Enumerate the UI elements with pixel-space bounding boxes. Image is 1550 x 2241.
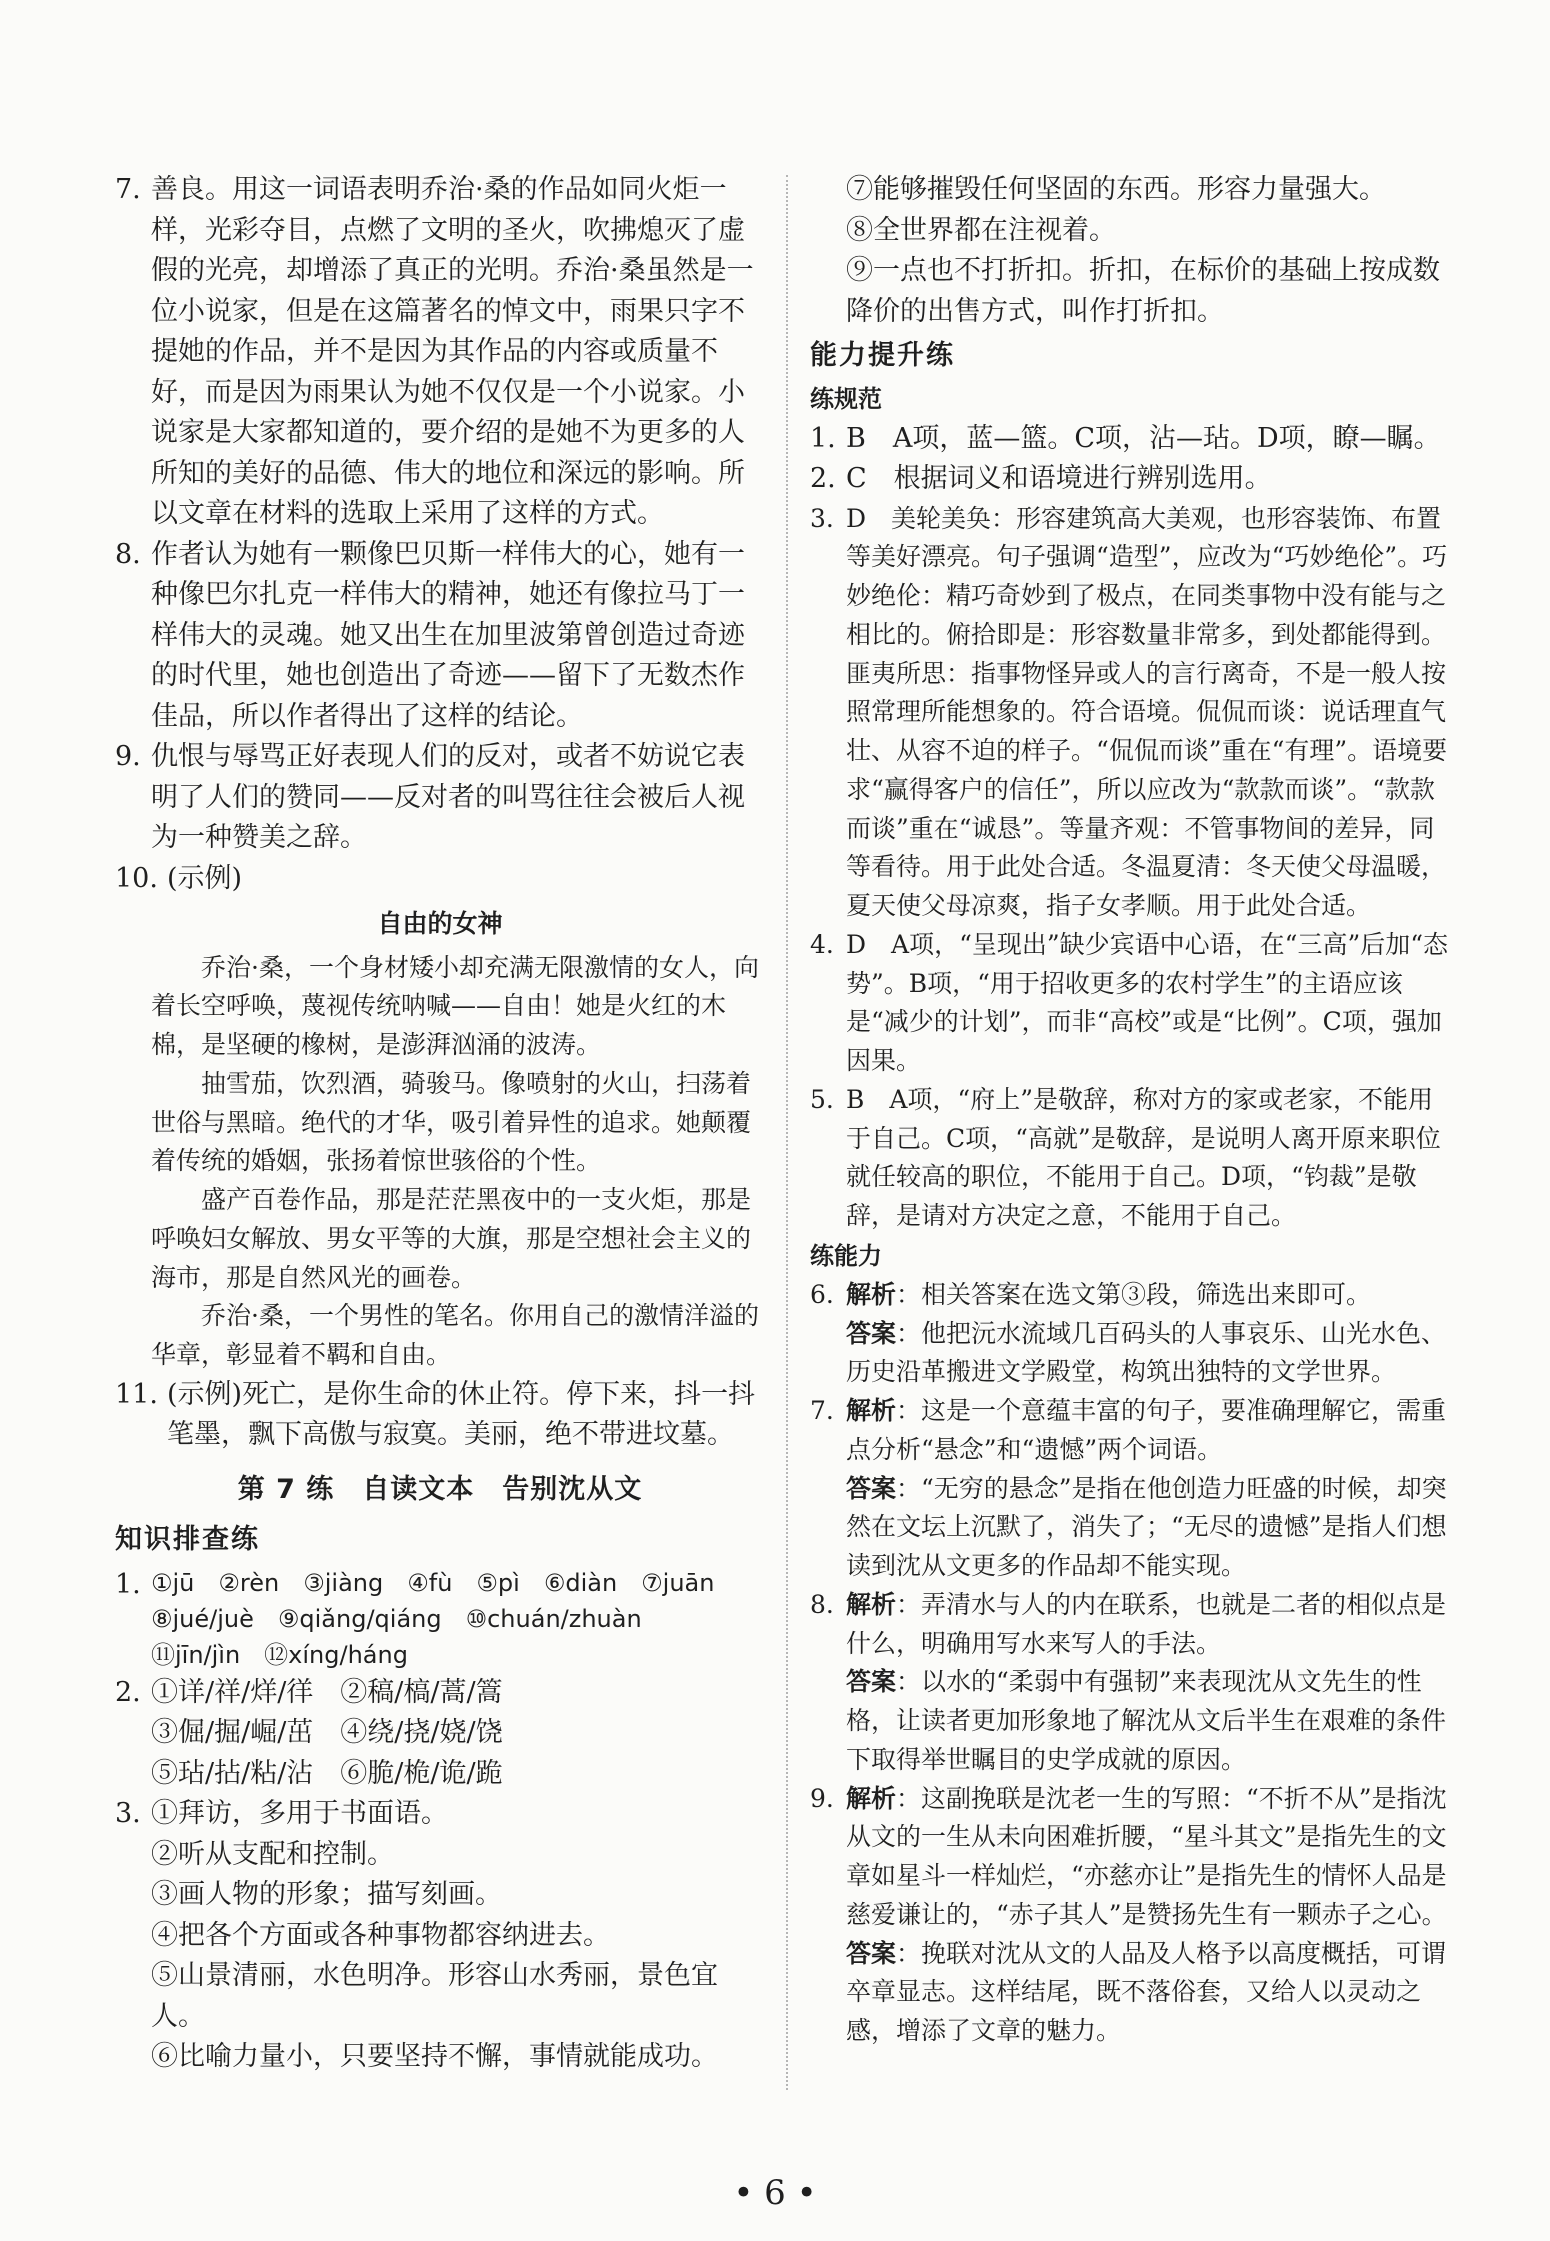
subsection-norm: 练规范	[810, 384, 882, 413]
answer-item-10: 10. (示例)	[115, 862, 243, 894]
knowledge-item-3: 3. ①拜访，多用于书面语。 ②听从支配和控制。 ③画人物的形象；描写刻画。 ④把各个方面或各种事物都容纳进去。 ⑤山景清丽，水色明净。形容山水秀丽，景色宜人。 ⑥比喻力量小，只要坚持不懈，事情就能成功。	[115, 1798, 718, 2073]
norm-item-5: 5. B A项，“府上”是敬辞，称对方的家或老家，不能用于自己。C项，“高就”是敬辞，是说明人离开原来职位就任较高的职位，不能用于自己。D项，“钧裁”是敬辞，是请对方决定之意，不能用于自己。	[810, 1084, 1441, 1230]
knowledge-item-1: 1. ①jū ②rèn ③jiàng ④fù ⑤pì ⑥diàn ⑦juān ⑧jué/juè ⑨qiǎng/qiáng ⑩chuán/zhuàn ⑪jīn/jìn ⑫xíng/háng	[115, 1568, 715, 1669]
knowledge-item-3-continued: ⑦能够摧毁任何坚固的东西。形容力量强大。 ⑧全世界都在注视着。 ⑨一点也不打折扣。折扣，在标价的基础上按成数降价的出售方式，叫作打折扣。	[846, 174, 1440, 327]
norm-item-4: 4. D A项，“呈现出”缺少宾语中心语，在“三高”后加“态势”。B项，“用于招收更多的农村学生”的主语应该是“减少的计划”，而非“高校”或是“比例”。C项，强加因果。	[810, 929, 1449, 1075]
poem-paragraph-1: 乔治·桑，一个身材矮小却充满无限激情的女人，向着长空呼唤，蔑视传统呐喊——自由！她是火红的木棉，是坚硬的橡树，是澎湃汹涌的波涛。	[151, 952, 759, 1059]
lesson-title: 第 7 练 自读文本 告别沈从文	[237, 1473, 643, 1505]
poem-title: 自由的女神	[377, 909, 503, 938]
answer-item-11: 11. (示例)死亡，是你生命的休止符。停下来，抖一抖笔墨，飘下高傲与寂寞。美丽，绝不带进坟墓。	[115, 1378, 756, 1451]
page-number: • 6 •	[733, 2173, 817, 2213]
ability-item-9: 9. 解析：这副挽联是沈老一生的写照：“不折不从”是指沈从文的一生从未向困难折腰，“星斗其文”是指先生的文章如星斗一样灿烂，“亦慈亦让”是指先生的情怀人品是慈爱谦让的，“赤子其人”是赞扬先生有一颗赤子之心。 答案：挽联对沈从文的人品及人格予以高度概括，可谓卒章显志。这样结尾，既不落俗套，又给人以灵动之感，增添了文章的魅力。	[810, 1783, 1447, 2045]
column-divider	[786, 175, 788, 2090]
norm-item-2: 2. C 根据词义和语境进行辨别选用。	[810, 463, 1272, 494]
section-ability: 能力提升练	[810, 340, 955, 371]
answer-item-8: 8. 作者认为她有一颗像巴贝斯一样伟大的心，她有一种像巴尔扎克一样伟大的精神，她还有像拉马丁一样伟大的灵魂。她又出生在加里波第曾创造过奇迹的时代里，她也创造出了奇迹——留下了无数杰作佳品，所以作者得出了这样的结论。	[115, 538, 745, 732]
knowledge-item-2: 2. ①详/祥/烊/徉 ②稿/槁/蒿/篙 ③倔/掘/崛/茁 ④绕/挠/娆/饶 ⑤玷/拈/粘/沾 ⑥脆/桅/诡/跪	[115, 1676, 503, 1789]
right-column	[810, 170, 1455, 2051]
answer-item-9: 9. 仇恨与辱骂正好表现人们的反对，或者不妨说它表明了人们的赞同——反对者的叫骂往往会被后人视为一种赞美之辞。	[115, 741, 745, 853]
norm-item-1: 1. B A项，蓝—篮。C项，沾—玷。D项，瞭—瞩。	[810, 422, 1441, 454]
ability-item-8: 8. 解析：弄清水与人的内在联系，也就是二者的相似点是什么，明确用写水来写人的手法。 答案：以水的“柔弱中有强韧”来表现沈从文先生的性格，让读者更加形象地了解沈从文后半生在艰难的条件下取得举世瞩目的史学成就的原因。	[810, 1589, 1447, 1774]
poem-paragraph-4: 乔治·桑，一个男性的笔名。你用自己的激情洋溢的华章，彰显着不羁和自由。	[151, 1301, 759, 1369]
answer-item-7: 7. 善良。用这一词语表明乔治·桑的作品如同火炬一样，光彩夺目，点燃了文明的圣火，吹拂熄灭了虚假的光亮，却增添了真正的光明。乔治·桑虽然是一位小说家，但是在这篇著名的悼文中，雨果只字不提她的作品，并不是因为其作品的内容或质量不好，而是因为雨果认为她不仅仅是一个小说家。小说家是大家都知道的，要介绍的是她不为更多的人所知的美好的品德、伟大的地位和深远的影响。所以文章在材料的选取上采用了这样的方式。	[115, 174, 754, 529]
ability-item-7: 7. 解析：这是一个意蕴丰富的句子，要准确理解它，需重点分析“悬念”和“遗憾”两个词语。 答案：“无穷的悬念”是指在他创造力旺盛的时候，却突然在文坛上沉默了，消失了；“无尽的遗憾”是指人们想读到沈从文更多的作品却不能实现。	[810, 1396, 1447, 1580]
poem-paragraph-2: 抽雪茄，饮烈酒，骑骏马。像喷射的火山，扫荡着世俗与黑暗。绝代的才华，吸引着异性的追求。她颠覆着传统的婚姻，张扬着惊世骇俗的个性。	[151, 1068, 752, 1176]
left-column	[115, 170, 765, 2078]
section-knowledge: 知识排查练	[115, 1524, 260, 1556]
subsection-ability: 练能力	[810, 1241, 882, 1270]
ability-item-6: 6. 解析：相关答案在选文第③段，筛选出来即可。 答案：他把沅水流域几百码头的人事哀乐、山光水色、历史沿革搬进文学殿堂，构筑出独特的文学世界。	[810, 1279, 1447, 1387]
poem-paragraph-3: 盛产百卷作品，那是茫茫黑夜中的一支火炬，那是呼唤妇女解放、男女平等的大旗，那是空想社会主义的海市，那是自然风光的画卷。	[151, 1185, 752, 1292]
norm-item-3: 3. D 美轮美奂：形容建筑高大美观，也形容装饰、布置等美好漂亮。句子强调“造型”，应改为“巧妙绝伦”。巧妙绝伦：精巧奇妙到了极点，在同类事物中没有能与之相比的。俯拾即是：形容数量非常多，到处都能得到。匪夷所思：指事物怪异或人的言行离奇，不是一般人按照常理所能想象的。符合语境。侃侃而谈：说话理直气壮、从容不迫的样子。“侃侃而谈”重在“有理”。语境要求“赢得客户的信任”，所以应改为“款款而谈”。“款款而谈”重在“诚恳”。等量齐观：不管事物间的差异，同等看待。用于此处合适。冬温夏清：冬天使父母温暖，夏天使父母凉爽，指子女孝顺。用于此处合适。	[810, 503, 1448, 920]
